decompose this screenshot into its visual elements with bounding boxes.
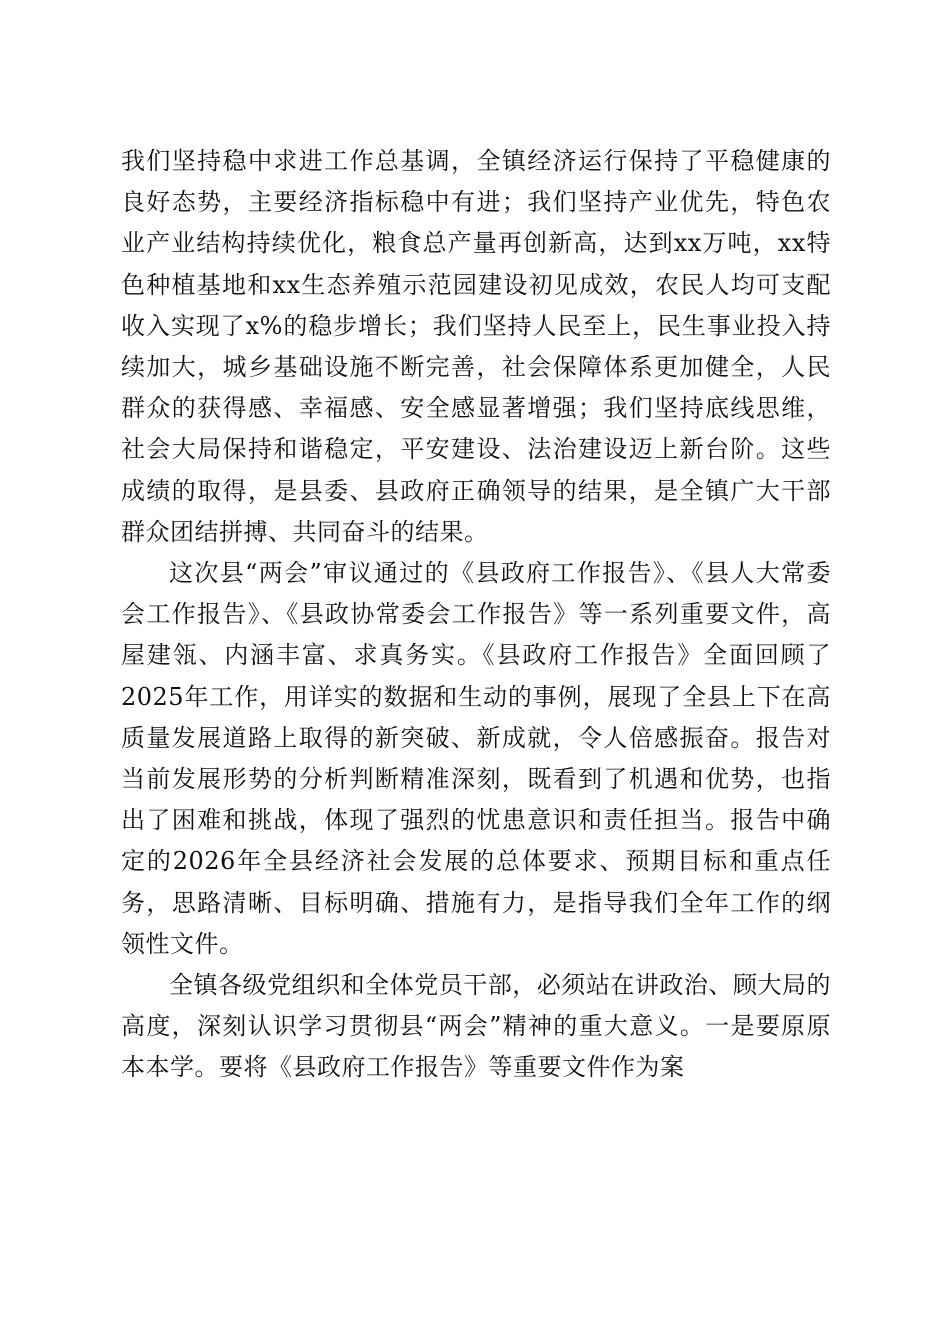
paragraph-achievements: 我们坚持稳中求进工作总基调，全镇经济运行保持了平稳健康的良好态势，主要经济指标稳中有进；我们坚持产业优先，特色农业产业结构持续优化，粮食总产量再创新高，达到xx万吨，xx特色种植基地和xx生态养殖示范园建设初见成效，农民人均可支配收入实现了x%的稳步增长；我们坚持人民至上，民生事业投入持续加大，城乡基础设施不断完善，社会保障体系更加健全，人民群众的获得感、幸福感、安全感显著增强；我们坚持底线思维，社会大局保持和谐稳定，平安建设、法治建设迈上新台阶。这些成绩的取得，是县委、县政府正确领导的结果，是全镇广大干部群众团结拼搏、共同奋斗的结果。	[121, 147, 831, 546]
paragraph-study-requirements: 全镇各级党组织和全体党员干部，必须站在讲政治、顾大局的高度，深刻认识学习贯彻县“两会”精神的重大意义。一是要原原本本学。要将《县政府工作报告》等重要文件作为案	[121, 971, 831, 1082]
paragraph-reports: 这次县“两会”审议通过的《县政府工作报告》、《县人大常委会工作报告》、《县政协常委会工作报告》等一系列重要文件，高屋建瓴、内涵丰富、求真务实。《县政府工作报告》全面回顾了2025年工作，用详实的数据和生动的事例，展现了全县上下在高质量发展道路上取得的新突破、新成就，令人倍感振奋。报告对当前发展形势的分析判断精准深刻，既看到了机遇和优势，也指出了困难和挑战，体现了强烈的忧患意识和责任担当。报告中确定的2026年全县经济社会发展的总体要求、预期目标和重点任务，思路清晰、目标明确、措施有力，是指导我们全年工作的纲领性文件。	[121, 559, 831, 958]
document-body	[121, 141, 831, 1089]
